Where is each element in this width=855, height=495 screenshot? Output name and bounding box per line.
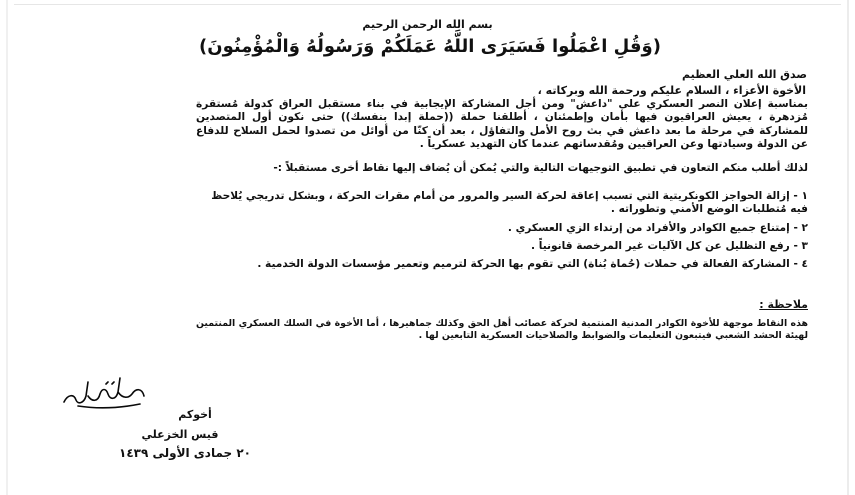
handwritten-signature bbox=[58, 372, 148, 410]
letter-date: ٢٠ جمادى الأولى ١٤٣٩ bbox=[119, 446, 251, 460]
scan-edge-right bbox=[847, 0, 849, 495]
basmala: بسم الله الرحمن الرحيم bbox=[362, 18, 493, 31]
paragraph-intro: بمناسبة إعلان النصر العسكري على "داعش" ومن أجل المشاركة الإيجابية في بناء مستقبل العراق كدولة مُستقرة مُزدهرة ، يعيش العراقيون فيها بأمان وإطمئنان ، أطلقنا حملة ((حملة إبدا بنفسك)) حتى نكون أول المتصدين للمشاركة في مرحلة ما بعد داعش في بث روح الأمل والتفاؤل ، بعد أن كنّا من أوائل من تصدوا لحمل السلاح للدفاع عن الدولة وسيادتها وعن العراقيين ومُقدساتهم عندما كان التهديد عسكرياً . bbox=[196, 98, 808, 151]
scan-edge-top bbox=[14, 4, 841, 5]
quran-verse: (وَقُلِ اعْمَلُوا فَسَيَرَى اللَّهُ عَمَلَكُمْ وَرَسُولُهُ وَالْمُؤْمِنُونَ) bbox=[199, 36, 661, 57]
paragraph-request: لذلك أطلب منكم التعاون في تطبيق التوجيهات التالية والتي يُمكن أن يُضاف إليها نقاط أخرى مستقبلاً :- bbox=[273, 162, 808, 174]
sadaqa-line: صدق الله العلي العظيم bbox=[681, 68, 807, 81]
note-heading: ملاحظة : bbox=[759, 298, 808, 311]
directive-item-2: ٢ - إمتناع جميع الكوادر والأفراد من إرتداء الزي العسكري . bbox=[507, 222, 808, 234]
greeting: الأخوة الأعزاء ، السلام عليكم ورحمة الله وبركاته ، bbox=[537, 84, 806, 97]
note-text: هذه النقاط موجهة للأخوة الكوادر المدنية المنتمية لحركة عصائب أهل الحق وكذلك جماهيرها ، أما الأخوة في السلك العسكري المنتمين لهيئة الحشد الشعبي فيتبعون التعليمات والضوابط والصلاحيات العسكرية التابعين لها . bbox=[196, 318, 808, 342]
closing-word: أخوكم bbox=[178, 408, 212, 421]
scan-edge-left bbox=[6, 0, 8, 495]
directive-item-4: ٤ - المشاركة الفعالة في حملات (حُماة بُناة) التي تقوم بها الحركة لترميم وتعمير مؤسسات الدولة الخدمية . bbox=[257, 258, 808, 270]
directive-item-3: ٣ - رفع التظليل عن كل الآليات غير المرخصة قانونياً . bbox=[531, 240, 808, 252]
signatory-name: قيس الخزعلي bbox=[141, 428, 219, 441]
directive-item-1: ١ - إزالة الحواجز الكونكريتية التي تسبب إعاقة لحركة السير والمرور من أمام مقرات الحركة ، وبشكل تدريجي يُلاحظ فيه مُتطلبات الوضع الأمني وتطوراته . bbox=[211, 190, 808, 216]
